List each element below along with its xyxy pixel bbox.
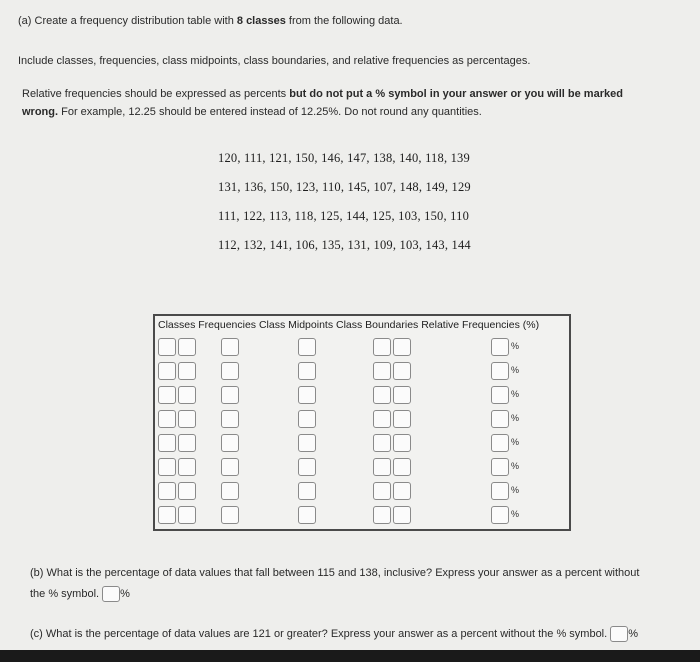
frequency-input[interactable] [221, 482, 239, 500]
data-row: 131, 136, 150, 123, 110, 145, 107, 148, 149, 129 [218, 180, 471, 194]
relative-frequency-input[interactable] [491, 338, 509, 356]
boundary-lower-input[interactable] [373, 434, 391, 452]
percent-symbol: % [511, 437, 520, 447]
rel-prefix: Relative frequencies should be expressed as percents [22, 88, 290, 100]
class-lower-input[interactable] [158, 386, 176, 404]
part-c-question [30, 626, 638, 642]
boundary-upper-input[interactable] [393, 458, 411, 476]
part-b-text-2: the % symbol. [30, 587, 100, 600]
frequency-input[interactable] [221, 386, 239, 404]
boundary-upper-input[interactable] [393, 362, 411, 380]
part-b-question-2 [30, 586, 130, 602]
class-upper-input[interactable] [178, 410, 196, 428]
class-upper-input[interactable] [178, 434, 196, 452]
percent-symbol: % [511, 413, 520, 423]
boundary-lower-input[interactable] [373, 410, 391, 428]
part-c-text: (c) What is the percentage of data values are 121 or greater? Express your answer as a percent without the % symbol. [30, 627, 608, 640]
boundary-lower-input[interactable] [373, 338, 391, 356]
frequency-input[interactable] [221, 410, 239, 428]
rel-warning-2: wrong. [22, 106, 59, 118]
boundary-upper-input[interactable] [393, 482, 411, 500]
percent-symbol: % [511, 509, 520, 519]
part-a-prefix: (a) Create a frequency distribution table with [18, 15, 237, 27]
midpoint-input[interactable] [298, 434, 316, 452]
relative-instruction-2 [22, 106, 482, 118]
part-a-heading [18, 15, 403, 27]
boundary-upper-input[interactable] [393, 434, 411, 452]
rel-suffix: For example, 12.25 should be entered instead of 12.25%. Do not round any quantities. [58, 106, 482, 118]
part-b-input[interactable] [102, 586, 120, 602]
class-upper-input[interactable] [178, 458, 196, 476]
class-lower-input[interactable] [158, 482, 176, 500]
percent-symbol: % [511, 461, 520, 471]
relative-frequency-input[interactable] [491, 386, 509, 404]
frequency-input[interactable] [221, 338, 239, 356]
boundary-lower-input[interactable] [373, 506, 391, 524]
relative-frequency-input[interactable] [491, 410, 509, 428]
class-upper-input[interactable] [178, 482, 196, 500]
frequency-input[interactable] [221, 506, 239, 524]
class-lower-input[interactable] [158, 458, 176, 476]
frequency-input[interactable] [221, 434, 239, 452]
percent-symbol: % [511, 485, 520, 495]
class-lower-input[interactable] [158, 506, 176, 524]
data-row: 112, 132, 141, 106, 135, 131, 109, 103, 143, 144 [218, 238, 471, 252]
part-b-percent: % [120, 587, 130, 600]
table-header: Classes Frequencies Class Midpoints Class Boundaries Relative Frequencies (%) [158, 319, 540, 331]
class-upper-input[interactable] [178, 506, 196, 524]
boundary-upper-input[interactable] [393, 410, 411, 428]
class-upper-input[interactable] [178, 338, 196, 356]
midpoint-input[interactable] [298, 482, 316, 500]
boundary-lower-input[interactable] [373, 458, 391, 476]
midpoint-input[interactable] [298, 386, 316, 404]
relative-frequency-input[interactable] [491, 482, 509, 500]
include-instruction: Include classes, frequencies, class midpoints, class boundaries, and relative frequencies as percentages. [18, 55, 531, 67]
part-c-input[interactable] [610, 626, 628, 642]
boundary-upper-input[interactable] [393, 386, 411, 404]
part-a-classes: 8 classes [236, 15, 286, 27]
rel-warning: but do not put a % symbol in your answer or you will be marked [289, 88, 623, 100]
bottom-bar [0, 650, 700, 662]
relative-frequency-input[interactable] [491, 458, 509, 476]
midpoint-input[interactable] [298, 410, 316, 428]
percent-symbol: % [511, 365, 520, 375]
midpoint-input[interactable] [298, 338, 316, 356]
frequency-table [153, 314, 571, 531]
frequency-input[interactable] [221, 458, 239, 476]
percent-symbol: % [511, 341, 520, 351]
class-upper-input[interactable] [178, 362, 196, 380]
part-c-percent: % [628, 627, 639, 640]
part-a-suffix: from the following data. [285, 15, 403, 27]
class-lower-input[interactable] [158, 410, 176, 428]
midpoint-input[interactable] [298, 506, 316, 524]
boundary-lower-input[interactable] [373, 362, 391, 380]
relative-instruction [22, 88, 623, 100]
boundary-lower-input[interactable] [373, 482, 391, 500]
midpoint-input[interactable] [298, 458, 316, 476]
boundary-upper-input[interactable] [393, 338, 411, 356]
part-b-question [30, 567, 639, 579]
boundary-lower-input[interactable] [373, 386, 391, 404]
data-row: 120, 111, 121, 150, 146, 147, 138, 140, 118, 139 [218, 151, 470, 165]
class-lower-input[interactable] [158, 338, 176, 356]
relative-frequency-input[interactable] [491, 506, 509, 524]
boundary-upper-input[interactable] [393, 506, 411, 524]
part-b-text: (b) What is the percentage of data values that fall between 115 and 138, inclusive? Express your answer as a percent without [30, 567, 640, 579]
midpoint-input[interactable] [298, 362, 316, 380]
percent-symbol: % [511, 389, 520, 399]
data-row: 111, 122, 113, 118, 125, 144, 125, 103, 150, 110 [218, 209, 470, 223]
class-lower-input[interactable] [158, 362, 176, 380]
class-upper-input[interactable] [178, 386, 196, 404]
relative-frequency-input[interactable] [491, 362, 509, 380]
frequency-input[interactable] [221, 362, 239, 380]
relative-frequency-input[interactable] [491, 434, 509, 452]
class-lower-input[interactable] [158, 434, 176, 452]
